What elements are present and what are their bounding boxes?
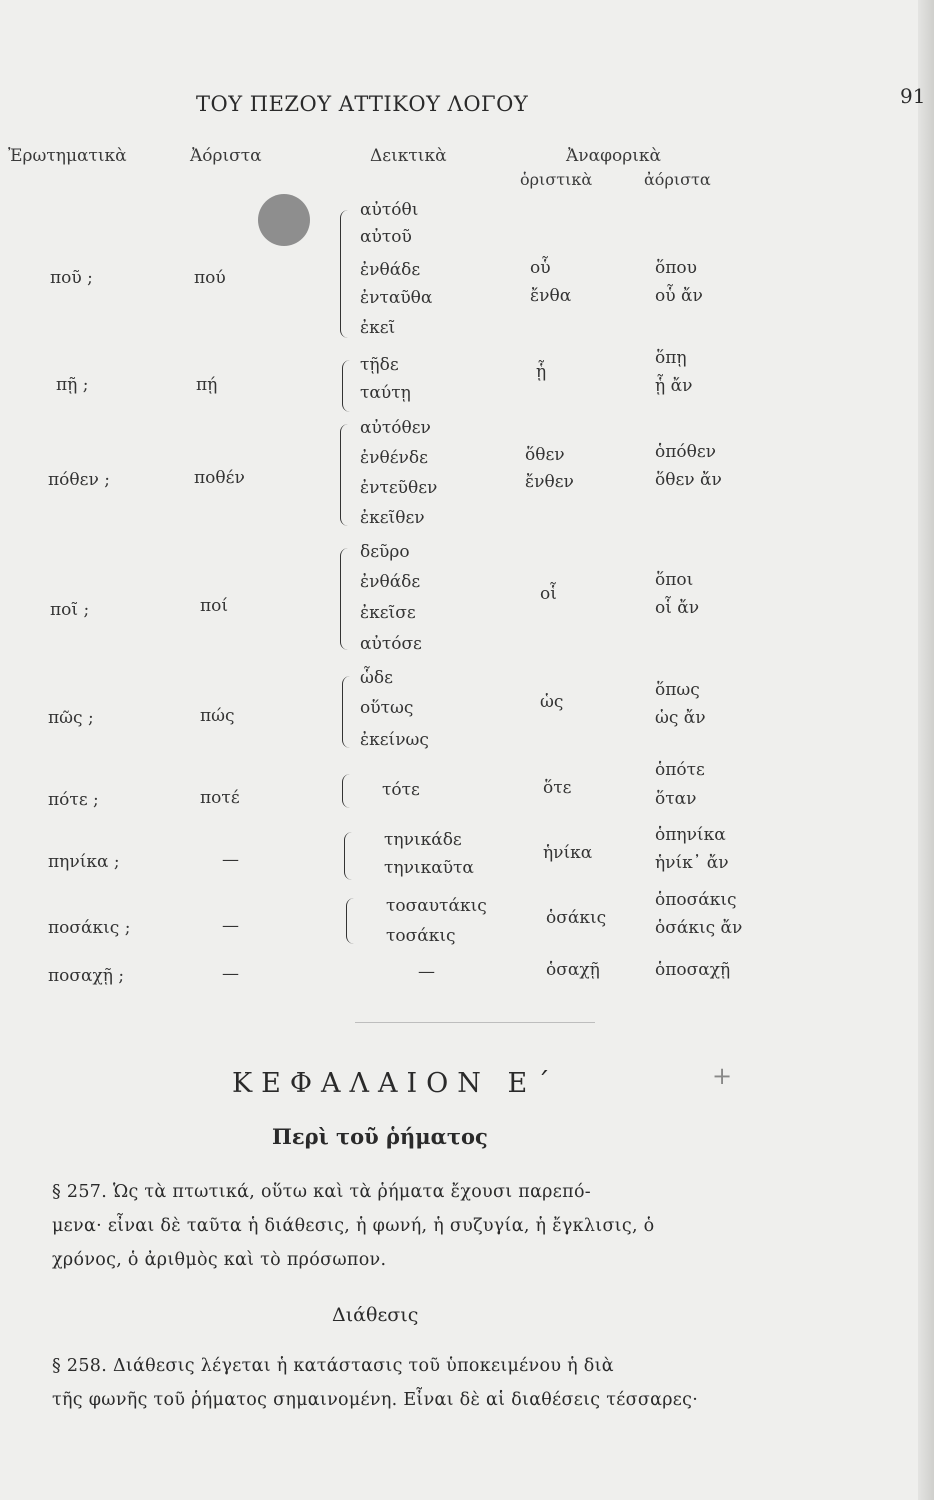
demonstrative-cell: ἐνθένδε xyxy=(360,448,428,468)
paragraph-258-line: τῆς φωνῆς τοῦ ῥήματος σημαινομένη. Εἶναι δὲ αἱ διαθέσεις τέσσαρες· xyxy=(52,1390,699,1410)
interrogative-cell: πῇ ; xyxy=(56,375,89,395)
interrogative-cell: πῶς ; xyxy=(48,708,94,728)
interrogative-cell: πόθεν ; xyxy=(48,470,110,490)
demonstrative-cell: ἐνθάδε xyxy=(360,260,421,280)
ink-blot xyxy=(258,194,310,246)
demonstrative-cell: ἐκείνως xyxy=(360,730,429,750)
relative-indefinite-cell: ἡνίκ᾽ ἄν xyxy=(655,853,729,873)
relative-indefinite-cell: ὅταν xyxy=(655,789,697,809)
brace xyxy=(340,424,349,526)
indefinite-cell: — xyxy=(222,964,239,984)
interrogative-cell: ποῖ ; xyxy=(50,600,90,620)
indefinite-cell: πῄ xyxy=(196,375,218,395)
indefinite-cell: — xyxy=(222,916,239,936)
demonstrative-cell: αὐτόθεν xyxy=(360,418,431,438)
paragraph-257-line: § 257. Ὡς τὰ πτωτικά, οὕτω καὶ τὰ ῥήματα ἔχουσι παρεπό- xyxy=(52,1182,591,1202)
demonstrative-cell: τότε xyxy=(382,780,420,800)
demonstrative-cell: αὐτόσε xyxy=(360,634,422,654)
relative-definite-cell: οὗ xyxy=(530,258,551,278)
relative-indefinite-cell: ὁσάκις ἄν xyxy=(655,918,743,938)
demonstrative-cell: οὕτως xyxy=(360,698,414,718)
demonstrative-cell: τοσάκις xyxy=(386,926,456,946)
brace xyxy=(346,898,355,944)
paragraph-258-line: § 258. Διάθεσις λέγεται ἡ κατάστασις τοῦ ὑποκειμένου ἡ διὰ xyxy=(52,1356,614,1376)
relative-definite-cell: ἔνθεν xyxy=(525,472,574,492)
relative-definite-cell: οἷ xyxy=(540,584,557,604)
indefinite-cell: ποθέν xyxy=(194,468,245,488)
brace xyxy=(342,676,351,748)
header-relative-indefinite: ἀόριστα xyxy=(644,170,711,189)
demonstrative-cell: ἐντεῦθεν xyxy=(360,478,438,498)
demonstrative-cell: τηνικάδε xyxy=(384,830,462,850)
interrogative-cell: ποσαχῇ ; xyxy=(48,966,125,986)
relative-definite-cell: ὡς xyxy=(540,692,564,712)
running-title: ΤΟΥ ΠΕΖΟΥ ΑΤΤΙΚΟΥ ΛΟΓΟΥ xyxy=(196,92,529,116)
interrogative-cell: πότε ; xyxy=(48,790,99,810)
header-demonstrative: Δεικτικὰ xyxy=(370,146,447,166)
paragraph-257-line: μενα· εἶναι δὲ ταῦτα ἡ διάθεσις, ἡ φωνή, ἡ συζυγία, ἡ ἔγκλισις, ὁ xyxy=(52,1216,655,1236)
indefinite-cell: πώς xyxy=(200,706,235,726)
relative-indefinite-cell: ᾗ ἄν xyxy=(655,376,693,396)
relative-indefinite-cell: οὗ ἄν xyxy=(655,286,703,306)
header-relative: Ἀναφορικὰ xyxy=(566,146,661,166)
relative-indefinite-cell: ὅποι xyxy=(655,570,694,590)
brace xyxy=(340,210,349,338)
demonstrative-cell: ὧδε xyxy=(360,668,393,688)
demonstrative-cell: τῇδε xyxy=(360,355,399,375)
demonstrative-cell: τηνικαῦτα xyxy=(384,858,474,878)
demonstrative-cell: αὐτοῦ xyxy=(360,227,412,247)
demonstrative-cell: ἐνθάδε xyxy=(360,572,421,592)
header-interrogative: Ἐρωτηματικὰ xyxy=(8,146,127,166)
interrogative-cell: πηνίκα ; xyxy=(48,852,120,872)
indefinite-cell: πού xyxy=(194,268,226,288)
indefinite-cell: ποτέ xyxy=(200,788,240,808)
page-number: 91 xyxy=(900,84,926,108)
relative-indefinite-cell: ὁποσαχῇ xyxy=(655,960,731,980)
relative-indefinite-cell: ὁπηνίκα xyxy=(655,825,726,845)
indefinite-cell: ποί xyxy=(200,596,229,616)
demonstrative-cell: δεῦρο xyxy=(360,542,410,562)
brace xyxy=(340,548,349,650)
brace xyxy=(342,774,351,808)
demonstrative-cell: ἐκεῖσε xyxy=(360,603,416,623)
relative-definite-cell: ὁσάκις xyxy=(546,908,607,928)
chapter-subtitle: Περὶ τοῦ ῥήματος xyxy=(272,1124,488,1149)
demonstrative-cell: ἐκεῖθεν xyxy=(360,508,425,528)
relative-definite-cell: ὁσαχῇ xyxy=(546,960,600,980)
interrogative-cell: ποῦ ; xyxy=(50,268,93,288)
margin-mark: + xyxy=(712,1062,733,1090)
demonstrative-cell: ταύτῃ xyxy=(360,383,411,403)
demonstrative-cell: ἐκεῖ xyxy=(360,318,396,338)
relative-indefinite-cell: ὁπόθεν xyxy=(655,442,717,462)
chapter-title: ΚΕΦΑΛΑΙΟΝ Ε΄ xyxy=(232,1068,559,1099)
header-indefinite: Ἀόριστα xyxy=(190,146,262,166)
relative-indefinite-cell: ὅπως xyxy=(655,680,700,700)
indefinite-cell: — xyxy=(222,850,239,870)
demonstrative-cell: τοσαυτάκις xyxy=(386,896,487,916)
paragraph-257-line: χρόνος, ὁ ἀριθμὸς καὶ τὸ πρόσωπον. xyxy=(52,1250,387,1270)
relative-indefinite-cell: οἷ ἄν xyxy=(655,598,700,618)
brace xyxy=(344,832,353,880)
demonstrative-cell: ἐνταῦθα xyxy=(360,288,433,308)
relative-indefinite-cell: ὅπου xyxy=(655,258,697,278)
relative-indefinite-cell: ὁποσάκις xyxy=(655,890,737,910)
page-spine-shadow xyxy=(918,0,934,1500)
demonstrative-cell: — xyxy=(418,962,435,982)
header-relative-definite: ὁριστικὰ xyxy=(520,170,593,189)
relative-definite-cell: ἔνθα xyxy=(530,286,572,306)
relative-definite-cell: ᾗ xyxy=(536,362,547,382)
section-title: Διάθεσις xyxy=(332,1304,419,1326)
relative-definite-cell: ὅτε xyxy=(543,778,572,798)
relative-indefinite-cell: ὅθεν ἄν xyxy=(655,470,722,490)
brace xyxy=(342,360,351,412)
demonstrative-cell: αὐτόθι xyxy=(360,200,419,220)
interrogative-cell: ποσάκις ; xyxy=(48,918,131,938)
relative-indefinite-cell: ὁπότε xyxy=(655,760,705,780)
relative-indefinite-cell: ὅπῃ xyxy=(655,348,687,368)
relative-definite-cell: ἡνίκα xyxy=(543,843,593,863)
section-divider xyxy=(355,1022,595,1023)
relative-definite-cell: ὅθεν xyxy=(525,445,565,465)
relative-indefinite-cell: ὡς ἄν xyxy=(655,708,706,728)
